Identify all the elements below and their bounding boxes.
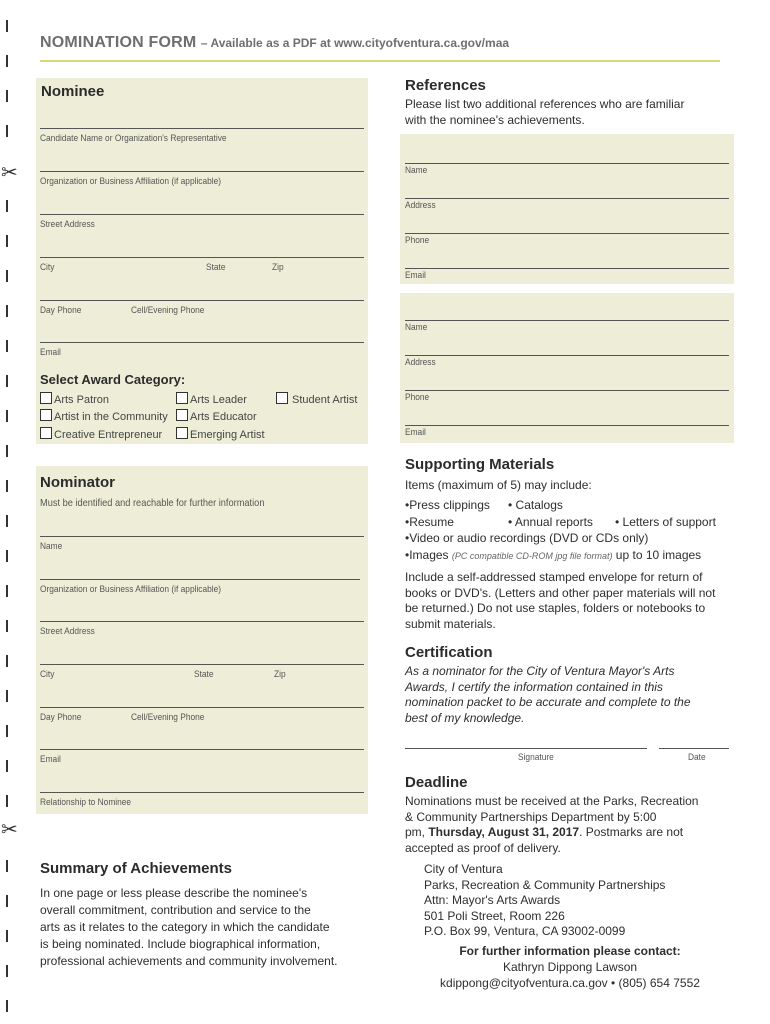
creative-entrepreneur-label: Creative Entrepreneur xyxy=(54,429,163,441)
ref1-email-label: Email xyxy=(405,270,426,281)
nominee-email-label: Email xyxy=(40,347,61,358)
supporting-note xyxy=(405,570,735,632)
certification-line: Awards, I certify the information contained in this xyxy=(405,679,663,694)
nominee-phone-field[interactable] xyxy=(40,300,364,301)
nominator-phone-field[interactable] xyxy=(40,707,364,708)
supporting-heading: Supporting Materials xyxy=(405,456,555,473)
nominator-zip-label: Zip xyxy=(274,669,286,680)
ref1-name-label: Name xyxy=(405,165,428,176)
nominator-email-field[interactable] xyxy=(40,749,364,750)
nominee-street-label: Street Address xyxy=(40,219,95,230)
reference-2-panel xyxy=(400,293,734,443)
student-artist-label: Student Artist xyxy=(292,394,358,406)
checkbox-arts-patron[interactable] xyxy=(40,392,109,406)
images-label: •Images xyxy=(405,548,449,562)
certification-text xyxy=(405,664,735,726)
checkbox-creative-entrepreneur[interactable] xyxy=(40,427,162,441)
item-reports: • Annual reports xyxy=(508,515,593,529)
candidate-name-field[interactable] xyxy=(40,128,364,129)
ref2-name-field[interactable] xyxy=(405,320,729,321)
supporting-note-line: submit materials. xyxy=(405,616,496,631)
ref2-email-field[interactable] xyxy=(405,425,729,426)
ref2-phone-label: Phone xyxy=(405,392,430,403)
ref1-address-label: Address xyxy=(405,200,436,211)
deadline-text-part: pm, xyxy=(405,825,429,839)
item-resume: •Resume xyxy=(405,515,454,529)
nominator-email-label: Email xyxy=(40,754,61,765)
nominator-city-label: City xyxy=(40,669,55,680)
summary-line: arts as it relates to the category in which the candidate xyxy=(40,920,330,934)
arts-educator-label: Arts Educator xyxy=(190,411,257,423)
item-video: •Video or audio recordings (DVD or CDs only) xyxy=(405,531,649,545)
summary-line: overall commitment, contribution and service to the xyxy=(40,903,311,917)
address-line: City of Ventura xyxy=(424,862,503,876)
award-category-heading: Select Award Category: xyxy=(40,372,186,387)
references-intro xyxy=(405,97,745,128)
signature-field[interactable] xyxy=(405,748,647,749)
ref2-phone-field[interactable] xyxy=(405,390,729,391)
address-line: Attn: Mayor's Arts Awards xyxy=(424,893,561,907)
relationship-label: Relationship to Nominee xyxy=(40,797,132,808)
nominator-note: Must be identified and reachable for further information xyxy=(40,497,265,509)
deadline-line: Nominations must be received at the Parks, Recreation xyxy=(405,794,699,808)
contact-info: kdippong@cityofventura.ca.gov • (805) 654 7552 xyxy=(440,976,700,990)
checkbox-student-artist[interactable] xyxy=(276,392,357,406)
nominee-dayphone-label: Day Phone xyxy=(40,305,82,316)
certification-line: As a nominator for the City of Ventura Mayor's Arts xyxy=(405,664,675,678)
address-line: P.O. Box 99, Ventura, CA 93002-0099 xyxy=(424,924,626,938)
certification-line: best of my knowledge. xyxy=(405,710,525,725)
nominator-cell-label: Cell/Evening Phone xyxy=(131,712,205,723)
form-subtitle: – Available as a PDF at www.cityofventura.ca.gov/maa xyxy=(200,36,510,50)
date-field[interactable] xyxy=(659,748,729,749)
page-header xyxy=(40,34,720,62)
supporting-note-line: Include a self-addressed stamped envelope for return of xyxy=(405,570,703,584)
address-line: Parks, Recreation & Community Partnerships xyxy=(424,877,666,892)
emerging-artist-label: Emerging Artist xyxy=(190,429,265,441)
nominee-heading: Nominee xyxy=(41,83,105,100)
nominee-state-label: State xyxy=(206,262,226,273)
ref2-name-label: Name xyxy=(405,322,428,333)
deadline-text xyxy=(405,794,745,856)
mailing-address xyxy=(424,862,744,940)
images-limit: up to 10 images xyxy=(615,548,702,562)
certification-heading: Certification xyxy=(405,644,493,661)
nominee-zip-label: Zip xyxy=(272,262,284,273)
scissors-icon: ✂ xyxy=(1,819,18,841)
nominator-panel xyxy=(36,466,368,814)
ref1-address-field[interactable] xyxy=(405,198,729,199)
ref1-phone-field[interactable] xyxy=(405,233,729,234)
item-catalogs: • Catalogs xyxy=(508,498,563,512)
nominator-name-field[interactable] xyxy=(40,536,364,537)
references-heading: References xyxy=(405,77,486,94)
contact-name: Kathryn Dippong Lawson xyxy=(502,960,638,974)
nominator-street-field[interactable] xyxy=(40,621,364,622)
nominator-street-label: Street Address xyxy=(40,626,95,637)
nominator-org-label: Organization or Business Affiliation (if applicable) xyxy=(40,584,222,595)
relationship-field[interactable] xyxy=(40,792,364,793)
artist-community-label: Artist in the Community xyxy=(54,411,168,423)
summary-text xyxy=(40,885,370,970)
certification-line: nomination packet to be accurate and complete to the xyxy=(405,695,691,709)
nominator-city-field[interactable] xyxy=(40,664,364,665)
summary-line: is being nominated. Include biographical information, xyxy=(40,937,321,951)
deadline-line: & Community Partnerships Department by 5:00 xyxy=(405,809,657,824)
supporting-note-line: be returned.) Do not use staples, folders or notebooks to xyxy=(405,601,706,615)
nominee-org-field[interactable] xyxy=(40,171,364,172)
images-format: (PC compatible CD-ROM jpg file format) xyxy=(451,551,613,561)
nominator-state-label: State xyxy=(194,669,214,680)
supporting-note-line: books or DVD's. (Letters and other paper materials will not xyxy=(405,585,716,600)
deadline-text-part: . Postmarks are not xyxy=(579,825,684,839)
deadline-line xyxy=(405,825,745,841)
ref2-address-field[interactable] xyxy=(405,355,729,356)
item-letters: • Letters of support xyxy=(615,515,716,529)
nominator-dayphone-label: Day Phone xyxy=(40,712,82,723)
nominee-city-label: City xyxy=(40,262,55,273)
summary-heading: Summary of Achievements xyxy=(40,860,233,877)
nominee-cell-label: Cell/Evening Phone xyxy=(131,305,205,316)
nominee-street-field[interactable] xyxy=(40,214,364,215)
deadline-line: accepted as proof of delivery. xyxy=(405,840,561,855)
deadline-date: Thursday, August 31, 2017 xyxy=(428,825,580,839)
supporting-intro: Items (maximum of 5) may include: xyxy=(405,478,592,492)
ref1-name-field[interactable] xyxy=(405,163,729,164)
item-images xyxy=(405,548,701,565)
checkbox-emerging-artist[interactable] xyxy=(176,427,265,441)
address-line: 501 Poli Street, Room 226 xyxy=(424,908,565,923)
form-title: NOMINATION FORM xyxy=(40,34,197,51)
deadline-heading: Deadline xyxy=(405,774,468,791)
ref1-email-field[interactable] xyxy=(405,268,729,269)
checkbox-arts-leader[interactable] xyxy=(176,392,247,406)
arts-patron-label: Arts Patron xyxy=(54,394,110,406)
checkbox-arts-educator[interactable] xyxy=(176,409,257,423)
reference-1-panel xyxy=(400,134,734,284)
signature-label: Signature xyxy=(518,752,554,763)
nominee-email-field[interactable] xyxy=(40,342,364,343)
summary-line: professional achievements and community involvement. xyxy=(40,954,338,968)
nominee-org-label: Organization or Business Affiliation (if applicable) xyxy=(40,176,222,187)
checkbox-artist-community[interactable] xyxy=(40,409,168,423)
ref2-address-label: Address xyxy=(405,357,436,368)
candidate-name-label: Candidate Name or Organization's Representative xyxy=(40,133,227,144)
nominator-heading: Nominator xyxy=(40,474,115,491)
references-intro-line: with the nominee's achievements. xyxy=(405,112,585,127)
nominator-org-field[interactable] xyxy=(40,579,360,580)
date-label: Date xyxy=(688,752,706,763)
nominee-city-field[interactable] xyxy=(40,257,364,258)
cut-line xyxy=(1,0,18,1024)
scissors-icon: ✂ xyxy=(1,162,18,184)
summary-line: In one page or less please describe the nominee's xyxy=(40,886,308,900)
contact-heading: For further information please contact: xyxy=(459,944,681,958)
references-intro-line: Please list two additional references who are familiar xyxy=(405,97,685,111)
arts-leader-label: Arts Leader xyxy=(190,394,247,406)
nominator-name-label: Name xyxy=(40,541,63,552)
ref1-phone-label: Phone xyxy=(405,235,430,246)
item-press: •Press clippings xyxy=(405,498,490,512)
ref2-email-label: Email xyxy=(405,427,426,438)
